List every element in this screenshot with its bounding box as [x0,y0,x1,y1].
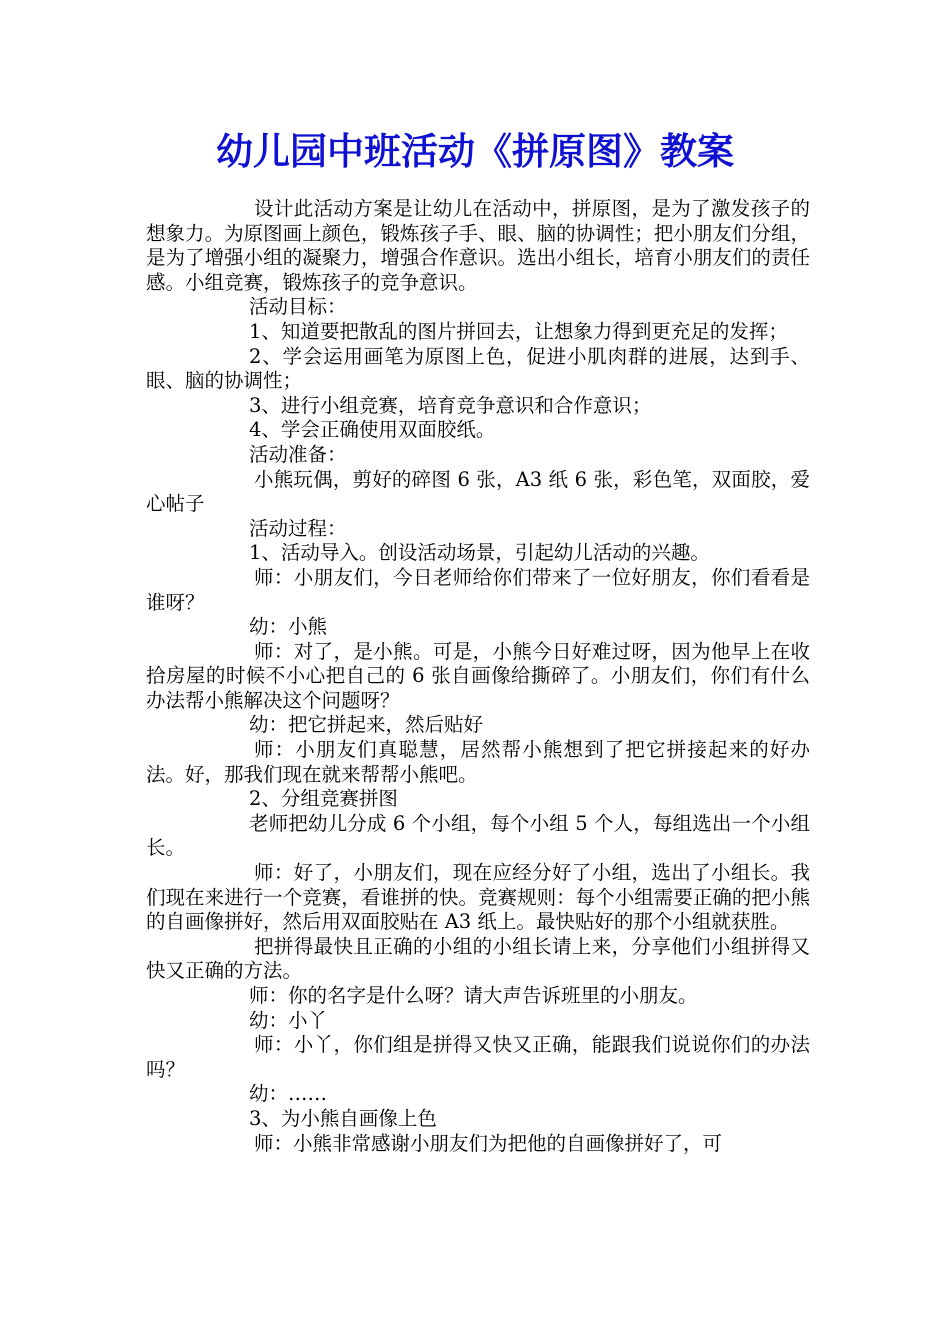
paragraph-dialogue: 师：小丫，你们组是拼得又快又正确，能跟我们说说你们的办法吗？ [146,1033,810,1081]
document-title: 幼儿园中班活动《拼原图》教案 [216,129,734,173]
paragraph-step-2: 2、分组竞赛拼图 [249,787,398,811]
paragraph-dialogue: 师：小朋友们真聪慧，居然帮小熊想到了把它拼接起来的好办法。好，那我们现在就来帮帮小熊吧。 [146,738,810,786]
paragraph-intro: 设计此活动方案是让幼儿在活动中，拼原图，是为了激发孩子的想象力。为原图画上颜色，锻炼孩子手、眼、脑的协调性；把小朋友们分组，是为了增强小组的凝聚力，增强合作意识。选出小组长，培育小朋友们的责任感。小组竞赛，锻炼孩子的竞争意识。 [146,197,810,294]
paragraph-goal-2: 2、学会运用画笔为原图上色，促进小肌肉群的进展，达到手、眼、脑的协调性； [146,344,810,393]
paragraph-share: 把拼得最快且正确的小组的小组长请上来，分享他们小组拼得又快又正确的方法。 [146,934,810,983]
paragraph-preparation-heading: 活动准备： [249,442,347,466]
paragraph-dialogue: 师：对了，是小熊。可是，小熊今日好难过呀，因为他早上在收拾房屋的时候不小心把自己的 6 张自画像给撕碎了。小朋友们，你们有什么办法帮小熊解决这个问题呀？ [146,639,810,712]
paragraph-dialogue: 师：小朋友们，今日老师给你们带来了一位好朋友，你们看看是谁呀？ [146,565,810,614]
paragraph-dialogue: 师：你的名字是什么呀？请大声告诉班里的小朋友。 [249,984,698,1007]
paragraph-grouping: 老师把幼儿分成 6 个小组，每个小组 5 个人，每组选出一个小组长。 [146,811,810,860]
paragraph-dialogue: 幼：…… [249,1082,328,1106]
paragraph-step-3: 3、为小熊自画像上色 [249,1106,437,1130]
paragraph-goals-heading: 活动目标： [249,295,347,319]
paragraph-preparation: 小熊玩偶，剪好的碎图 6 张，A3 纸 6 张，彩色笔，双面胶，爱心帖子 [146,467,810,516]
paragraph-goal-3: 3、进行小组竞赛，培育竞争意识和合作意识； [249,393,652,417]
paragraph-dialogue: 师：好了，小朋友们，现在应经分好了小组，选出了小组长。我们现在来进行一个竞赛，看谁拼的快。竞赛规则：每个小组需要正确的把小熊的自画像拼好，然后用双面胶贴在 A3 纸上。最快贴好的那个小组就获胜。 [146,861,810,934]
document-body [146,197,810,1156]
paragraph-process-heading: 活动过程： [249,516,347,540]
paragraph-dialogue: 幼：小丫 [249,1008,328,1032]
paragraph-dialogue: 幼：把它拼起来，然后贴好 [249,713,484,737]
paragraph-goal-1: 1、知道要把散乱的图片拼回去，让想象力得到更充足的发挥； [249,319,788,343]
paragraph-goal-4: 4、学会正确使用双面胶纸。 [249,418,496,442]
paragraph-dialogue: 师：小熊非常感谢小朋友们为把他的自画像拼好了，可 [254,1131,723,1155]
paragraph-dialogue: 幼：小熊 [249,615,328,639]
paragraph-step-1: 1、活动导入。创设活动场景，引起幼儿活动的兴趣。 [249,541,710,565]
